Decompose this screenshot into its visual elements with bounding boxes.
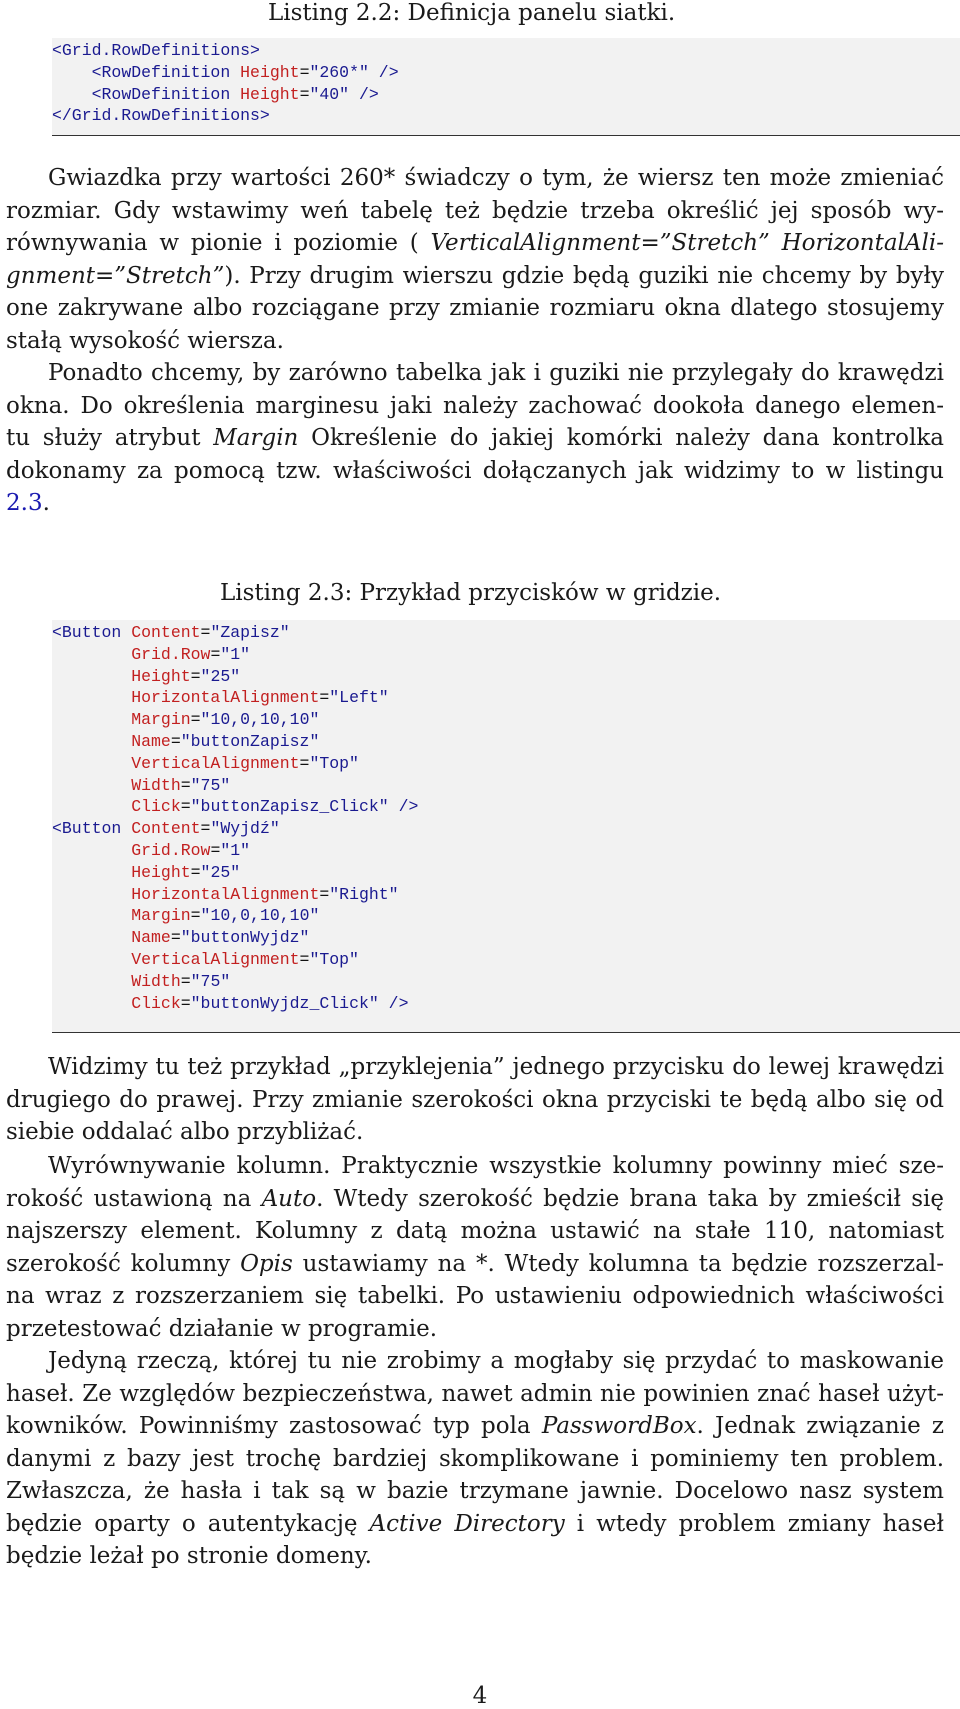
text-line: rokość ustawioną na (6, 1185, 262, 1212)
code-token-str: "10,0,10,10" (200, 906, 320, 926)
code-token-plain (52, 972, 131, 991)
code-token-plain (52, 63, 92, 82)
text-line: danymi z bazy jest trochę bardziej skomplikowane i pominiemy ten problem. (6, 1445, 944, 1472)
code-token-attr: HorizontalAlignment (131, 688, 320, 708)
text-line: Ponadto chcemy, by zarówno tabelka jak i guziki nie przylegały do krawędzi (48, 360, 944, 386)
code-token-str: "Top" (309, 753, 359, 773)
code-token-plain (52, 950, 131, 969)
code-token-str: "75" (190, 971, 231, 991)
code-token-tag: <Button (52, 623, 132, 642)
code-line (52, 40, 399, 62)
code-line (52, 884, 418, 906)
code-token-plain: = (299, 84, 310, 104)
code-token-attr: Margin (131, 906, 191, 926)
code-token-plain (52, 928, 131, 947)
code-token-plain (52, 841, 131, 860)
code-token-attr: Width (131, 971, 181, 991)
listing-2-3-code-block (52, 620, 960, 1033)
code-token-plain (52, 85, 92, 104)
text-line: będzie oparty o autentykację (6, 1510, 370, 1537)
text-line: ustawiamy na *. Wtedy kolumna ta będzie rozszerzal- (292, 1250, 944, 1277)
text-line: Widzimy tu też przykład „przyklejenia” jednego przycisku do lewej krawędzi (48, 1054, 944, 1080)
text-line: kowników. Powinniśmy zastosować typ pola (6, 1413, 542, 1439)
code-token-attr: Name (131, 731, 171, 751)
code-line (52, 753, 418, 775)
code-token-str: "1" (220, 644, 251, 664)
text-line: Gwiazdka przy wartości 260* świadczy o tym, że wiersz ten może zmieniać (48, 165, 944, 191)
code-token-plain: = (170, 731, 181, 751)
code-line (52, 622, 418, 644)
code-token-plain: = (200, 623, 211, 642)
text-line: . Wtedy szerokość będzie brana taka by zmieścił się (316, 1185, 944, 1212)
text-line: tu służy atrybut (6, 425, 214, 451)
code-token-plain: = (319, 688, 330, 708)
code-token-tag: /> (378, 993, 409, 1013)
paragraph-3 (6, 1051, 944, 1149)
code-line (52, 84, 399, 106)
code-token-plain: = (210, 840, 221, 860)
paragraph-2 (6, 357, 944, 520)
code-token-str: "buttonZapisz_Click" (190, 797, 389, 817)
code-token-str: "75" (190, 775, 231, 795)
text-line: ). Przy drugim wierszu gdzie będą guziki nie chcemy by były (224, 262, 944, 289)
code-token-str: "Left" (329, 688, 389, 708)
italic-term: Auto (261, 1185, 317, 1212)
text-line: one zakrywane albo rozciągane przy zmianie rozmiaru okna dlatego stosujemy (6, 295, 944, 321)
code-token-str: "10,0,10,10" (200, 710, 320, 730)
code-line (52, 949, 418, 971)
text-line: najszerszy element. Kolumny z datą można ustawić na stałe 110, natomiast (6, 1218, 944, 1244)
code-token-attr: VerticalAlignment (131, 753, 300, 773)
code-token-plain (52, 797, 131, 816)
code-token-attr: Click (131, 797, 181, 817)
code-line (52, 775, 418, 797)
paragraph-1 (6, 162, 944, 357)
code-token-plain: = (190, 666, 201, 686)
code-token-plain: = (180, 971, 191, 991)
code-token-tag: <RowDefinition (91, 84, 241, 104)
code-token-attr: Grid.Row (131, 644, 211, 664)
code-token-plain (52, 906, 131, 925)
code-token-attr: Name (131, 928, 171, 948)
code-token-attr: Width (131, 775, 181, 795)
code-token-plain: = (319, 884, 330, 904)
code-token-tag: <RowDefinition (91, 62, 241, 82)
code-token-str: "260*" (309, 62, 369, 82)
page-number: 4 (472, 1683, 488, 1709)
listing-2-3-code (52, 622, 418, 1014)
code-token-str: "25" (200, 666, 241, 686)
text-line: Zwłaszcza, że hasła i tak są w bazie trzymane jawnie. Docelowo nasz system (6, 1478, 944, 1504)
code-token-plain: = (299, 62, 310, 82)
code-line (52, 709, 418, 731)
text-line: siebie oddalać albo przybliżać. (6, 1119, 364, 1145)
code-token-plain (52, 863, 131, 882)
code-token-plain: = (299, 753, 310, 773)
code-token-tag: <Button (52, 819, 132, 839)
code-line (52, 905, 418, 927)
code-token-plain (52, 688, 131, 707)
code-token-plain (52, 994, 131, 1013)
text-line: . (42, 490, 50, 516)
code-token-plain (52, 667, 131, 686)
listing-reference-link[interactable]: 2.3 (6, 490, 43, 516)
code-line (52, 971, 418, 993)
code-token-str: "40" (309, 84, 350, 104)
code-token-tag: <Grid.RowDefinitions> (52, 41, 260, 60)
code-token-plain: = (170, 928, 181, 948)
text-line: Wyrównywanie kolumn. Praktycznie wszystkie kolumny powinny mieć sze- (48, 1153, 944, 1179)
code-token-attr: Click (131, 993, 181, 1013)
text-line: dokonamy za pomocą tzw. właściwości dołączanych jak widzimy to w listingu (6, 457, 944, 484)
text-line: równywania w pionie i poziomie ( (6, 230, 431, 256)
code-line (52, 731, 418, 753)
listing-2-2-code (52, 40, 399, 127)
code-line (52, 818, 418, 840)
code-token-plain: = (180, 775, 191, 795)
code-token-plain: = (180, 797, 191, 817)
code-token-attr: Height (240, 62, 300, 82)
code-token-tag: /> (368, 62, 399, 82)
code-token-plain (52, 710, 131, 729)
code-token-plain: = (210, 644, 221, 664)
code-token-str: "25" (200, 862, 241, 882)
code-token-attr: HorizontalAlignment (131, 884, 320, 904)
code-token-plain: = (200, 819, 211, 839)
code-line (52, 993, 418, 1015)
text-line: drugiego do prawej. Przy zmianie szerokości okna przyciski te będą albo się od (6, 1086, 944, 1113)
code-line (52, 644, 418, 666)
text-line: przetestować działanie w programie. (6, 1315, 438, 1342)
code-line (52, 840, 418, 862)
code-token-plain: = (190, 862, 201, 882)
italic-term: Margin (213, 425, 299, 451)
code-token-str: "buttonZapisz" (180, 731, 320, 751)
listing-2-2-caption: Listing 2.2: Definicja panelu siatki. (268, 0, 676, 26)
code-line (52, 666, 418, 688)
code-token-plain: = (190, 710, 201, 730)
code-token-attr: Height (131, 666, 191, 686)
code-line (52, 796, 418, 818)
code-line (52, 62, 399, 84)
text-line: stałą wysokość wiersza. (6, 327, 284, 354)
code-token-str: "Top" (309, 949, 359, 969)
code-token-plain: = (299, 949, 310, 969)
text-line: szerokość kolumny (6, 1250, 241, 1277)
code-token-str: "1" (220, 840, 251, 860)
text-line: okna. Do określenia marginesu jaki należy zachować dookoła danego elemen- (6, 392, 944, 419)
listing-2-3-caption: Listing 2.3: Przykład przycisków w gridzie. (220, 580, 722, 606)
code-line (52, 862, 418, 884)
code-token-str: "buttonWyjdz" (180, 928, 310, 948)
text-line: haseł. Ze względów bezpieczeństwa, nawet admin nie powinien znać haseł użyt- (6, 1380, 944, 1407)
text-line: na wraz z rozszerzaniem się tabelki. Po ustawieniu odpowiednich właściwości (6, 1283, 944, 1309)
text-line: Określenie do jakiej komórki należy dana kontrolka (298, 425, 944, 451)
code-token-attr: Content (131, 623, 201, 642)
code-token-attr: VerticalAlignment (131, 949, 300, 969)
text-line: Jedyną rzeczą, której tu nie zrobimy a mogłaby się przydać to maskowanie (48, 1348, 944, 1374)
listing-2-2-code-block (52, 38, 960, 136)
code-token-plain: = (190, 906, 201, 926)
code-token-plain (52, 885, 131, 904)
code-line (52, 927, 418, 949)
paragraph-5 (6, 1345, 944, 1573)
code-token-plain (52, 776, 131, 795)
code-token-plain (52, 732, 131, 751)
italic-term: VerticalAlignment=”Stretch” HorizontalAli- (430, 230, 945, 256)
code-token-plain (52, 754, 131, 773)
code-token-attr: Margin (131, 710, 191, 730)
code-token-str: "Wyjdź" (210, 819, 280, 839)
text-line: rozmiar. Gdy wstawimy weń tabelę też będzie trzeba określić jej sposób wy- (6, 197, 944, 224)
code-token-attr: Height (131, 862, 191, 882)
code-token-plain: = (180, 993, 191, 1013)
italic-term: Opis (240, 1250, 293, 1277)
paragraph-4 (6, 1150, 944, 1345)
code-token-attr: Grid.Row (131, 840, 211, 860)
code-line (52, 687, 418, 709)
code-token-plain (52, 645, 131, 664)
code-token-attr: Content (131, 819, 201, 839)
code-token-str: "Right" (329, 884, 399, 904)
code-token-str: "buttonWyjdz_Click" (190, 993, 379, 1013)
code-token-str: "Zapisz" (210, 623, 290, 642)
code-token-tag: /> (388, 797, 419, 817)
code-token-attr: Height (240, 84, 300, 104)
italic-term: gnment=”Stretch” (6, 262, 225, 289)
text-line: będzie leżał po stronie domeny. (6, 1543, 372, 1569)
italic-term: PasswordBox (541, 1413, 697, 1439)
text-line: i wtedy problem zmiany haseł (564, 1510, 945, 1537)
code-line (52, 105, 399, 127)
code-token-tag: </Grid.RowDefinitions> (52, 106, 270, 126)
italic-term: Active Directory (369, 1510, 565, 1537)
code-token-tag: /> (349, 84, 379, 104)
text-line: . Jednak związanie z (696, 1413, 944, 1439)
